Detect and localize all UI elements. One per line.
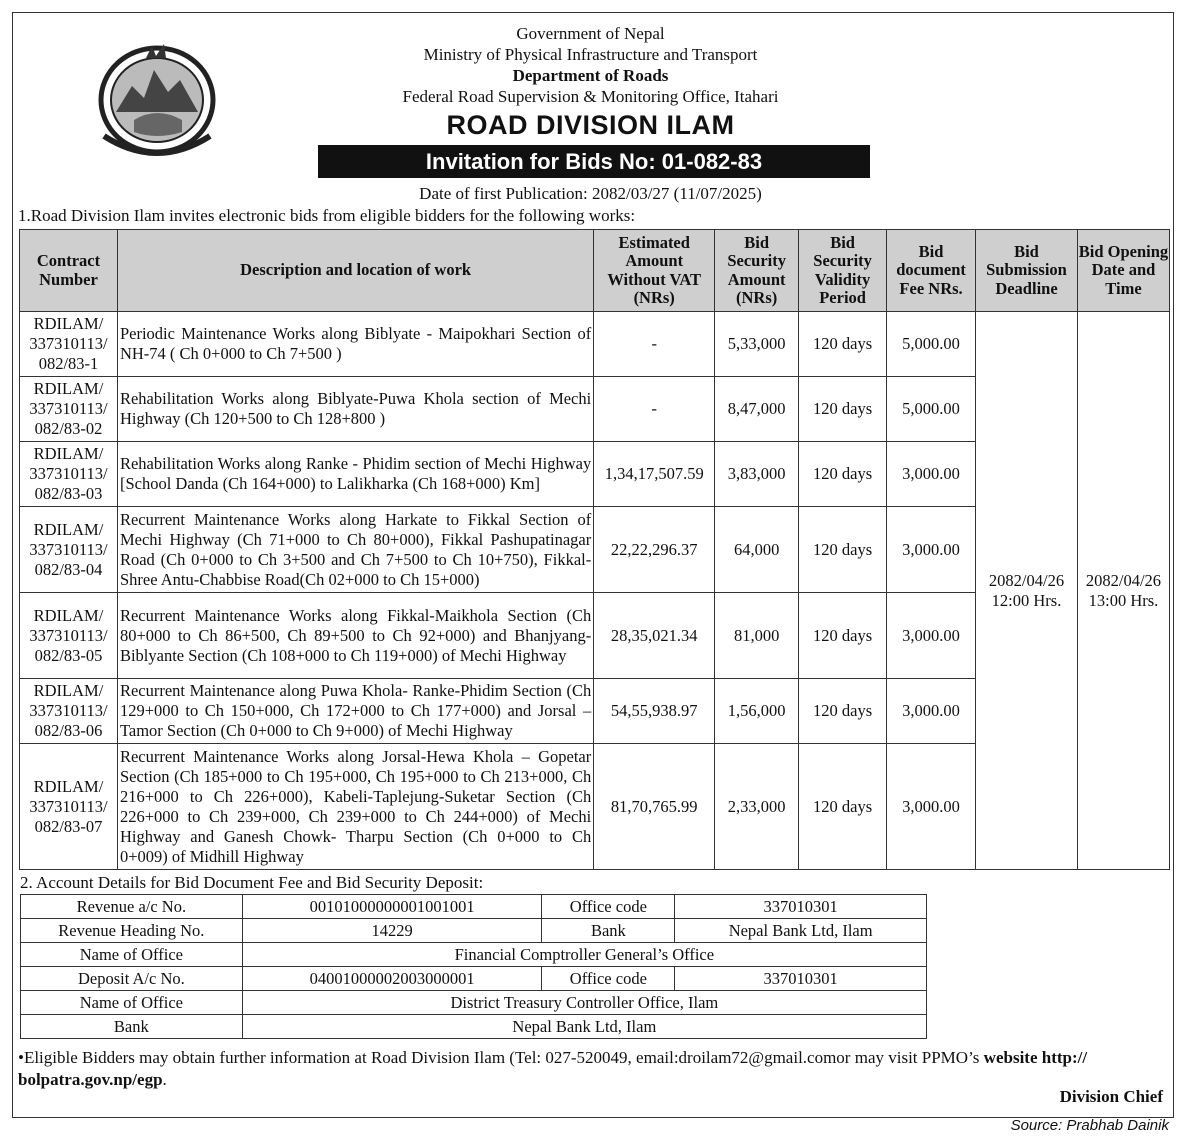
cell-estimated: 1,34,17,507.59 (594, 442, 715, 507)
cell-estimated: 22,22,296.37 (594, 507, 715, 593)
table-header-row (20, 230, 1170, 312)
bidder-note (18, 1047, 1168, 1091)
intro-text: 1.Road Division Ilam invites electronic bids from eligible bidders for the following works: (18, 206, 636, 225)
cell-estimated: - (594, 312, 715, 377)
header-estimated: Estimated Amount Without VAT (NRs) (594, 230, 715, 312)
cell-fee: 3,000.00 (887, 744, 976, 870)
label-name-office: Name of Office (21, 943, 243, 967)
cell-estimated: 28,35,021.34 (594, 593, 715, 679)
cell-validity: 120 days (799, 679, 887, 744)
label-office-code: Office code (542, 895, 675, 919)
label-bank-2: Bank (21, 1015, 243, 1039)
cell-estimated: 54,55,938.97 (594, 679, 715, 744)
cell-fee: 3,000.00 (887, 507, 976, 593)
header-description: Description and location of work (117, 230, 593, 312)
cell-description: Periodic Maintenance Works along Biblyate - Maipokhari Section of NH-74 ( Ch 0+000 to Ch 7+500 ) (117, 312, 593, 377)
cell-validity: 120 days (799, 312, 887, 377)
header-submission: Bid Submission Deadline (976, 230, 1078, 312)
value-name-office-2: District Treasury Controller Office, Ilam (242, 991, 926, 1015)
cell-description: Recurrent Maintenance Works along Harkate to Fikkal Section of Mechi Highway (Ch 71+000 to Ch 80+000), Fikkal Pashupatinagar Road (Ch 0+000 to Ch 3+500 and Ch 7+500 to Ch 10+750), Fikkal-Shree Antu-Chabbise Road(Ch 02+000 to Ch 15+000) (117, 507, 593, 593)
value-revenue-heading: 14229 (242, 919, 542, 943)
cell-contract: RDILAM/ 337310113/ 082/83-04 (20, 507, 118, 593)
source-credit: Source: Prabhab Dainik (1010, 1117, 1169, 1134)
cell-fee: 3,000.00 (887, 442, 976, 507)
header-government: Government of Nepal (516, 24, 665, 43)
value-office-code: 337010301 (675, 895, 927, 919)
header-security-validity: Bid Security Validity Period (799, 230, 887, 312)
cell-security: 81,000 (715, 593, 799, 679)
cell-fee: 3,000.00 (887, 593, 976, 679)
account-details-title: 2. Account Details for Bid Document Fee and Bid Security Deposit: (20, 873, 484, 892)
value-bank-2: Nepal Bank Ltd, Ilam (242, 1015, 926, 1039)
header-ministry: Ministry of Physical Infrastructure and Transport (423, 45, 758, 64)
label-office-code-2: Office code (542, 967, 675, 991)
table-row (20, 312, 1170, 377)
cell-security: 1,56,000 (715, 679, 799, 744)
table-row (21, 943, 927, 967)
table-row (21, 895, 927, 919)
value-revenue: 00101000000001001001 (242, 895, 542, 919)
cell-fee: 3,000.00 (887, 679, 976, 744)
cell-security: 64,000 (715, 507, 799, 593)
cell-description: Recurrent Maintenance along Puwa Khola- Ranke-Phidim Section (Ch 129+000 to Ch 150+000, Ch 172+000 to Ch 177+000) and Jorsal –Tamor Section (Ch 0+000 to Ch 9+000) of Mechi Highway (117, 679, 593, 744)
table-row (21, 1015, 927, 1039)
header-doc-fee: Bid document Fee NRs. (887, 230, 976, 312)
cell-description: Rehabilitation Works along Biblyate-Puwa Khola section of Mechi Highway (Ch 120+500 to Ch 128+800 ) (117, 377, 593, 442)
cell-estimated: - (594, 377, 715, 442)
table-row (21, 991, 927, 1015)
cell-submission-deadline: 2082/04/26 12:00 Hrs. (976, 312, 1078, 870)
note-website: website http:// bolpatra.gov.np/egp (18, 1048, 1088, 1089)
header-security-amount: Bid Security Amount (NRs) (715, 230, 799, 312)
publication-date: Date of first Publication: 2082/03/27 (11/07/2025) (419, 184, 762, 203)
cell-contract: RDILAM/ 337310113/ 082/83-07 (20, 744, 118, 870)
cell-opening-date: 2082/04/26 13:00 Hrs. (1077, 312, 1169, 870)
cell-validity: 120 days (799, 593, 887, 679)
cell-security: 2,33,000 (715, 744, 799, 870)
cell-validity: 120 days (799, 377, 887, 442)
label-revenue-heading: Revenue Heading No. (21, 919, 243, 943)
account-details-table (20, 894, 927, 1039)
cell-validity: 120 days (799, 507, 887, 593)
division-title: ROAD DIVISION ILAM (446, 110, 735, 140)
cell-estimated: 81,70,765.99 (594, 744, 715, 870)
value-bank: Nepal Bank Ltd, Ilam (675, 919, 927, 943)
cell-security: 8,47,000 (715, 377, 799, 442)
signature: Division Chief (1059, 1087, 1163, 1106)
label-bank: Bank (542, 919, 675, 943)
cell-contract: RDILAM/ 337310113/ 082/83-06 (20, 679, 118, 744)
note-text: •Eligible Bidders may obtain further information at Road Division Ilam (Tel: 027-520049, email:droilam72@gmail.comor may visit PPMO’s (18, 1048, 984, 1067)
bids-table (19, 229, 1170, 870)
cell-security: 5,33,000 (715, 312, 799, 377)
cell-fee: 5,000.00 (887, 312, 976, 377)
value-name-office: Financial Comptroller General’s Office (242, 943, 926, 967)
cell-description: Rehabilitation Works along Ranke - Phidim section of Mechi Highway [School Danda (Ch 164+000) to Lalikharka (Ch 168+000) Km] (117, 442, 593, 507)
cell-validity: 120 days (799, 744, 887, 870)
cell-validity: 120 days (799, 442, 887, 507)
value-deposit: 04001000002003000001 (242, 967, 542, 991)
ifb-banner: Invitation for Bids No: 01-082-83 (318, 145, 870, 178)
header-contract: Contract Number (20, 230, 118, 312)
value-office-code-2: 337010301 (675, 967, 927, 991)
cell-description: Recurrent Maintenance Works along Fikkal-Maikhola Section (Ch 80+000 to Ch 86+500, Ch 89+500 to Ch 92+000) and Bhanjyang-Biblyante Section (Ch 108+000 to Ch 119+000) of Mechi Highway (117, 593, 593, 679)
label-deposit: Deposit A/c No. (21, 967, 243, 991)
header-office: Federal Road Supervision & Monitoring Office, Itahari (402, 87, 779, 106)
cell-contract: RDILAM/ 337310113/ 082/83-03 (20, 442, 118, 507)
note-end: . (162, 1070, 167, 1089)
cell-description: Recurrent Maintenance Works along Jorsal-Hewa Khola – Gopetar Section (Ch 185+000 to Ch 195+000, Ch 195+000 to Ch 213+000, Ch 216+000 to Ch 226+000), Kabeli-Taplejung-Suketar Section (Ch 226+000 to Ch 239+000, Ch 239+000 to Ch 244+000) of Mechi Highway and Ganesh Chowk- Tharpu Section (Ch 0+000 to Ch 0+009) of Midhill Highway (117, 744, 593, 870)
cell-contract: RDILAM/ 337310113/ 082/83-02 (20, 377, 118, 442)
table-row (21, 967, 927, 991)
header-department: Department of Roads (512, 66, 669, 85)
label-revenue: Revenue a/c No. (21, 895, 243, 919)
cell-fee: 5,000.00 (887, 377, 976, 442)
cell-security: 3,83,000 (715, 442, 799, 507)
cell-contract: RDILAM/ 337310113/ 082/83-1 (20, 312, 118, 377)
header-opening: Bid Opening Date and Time (1077, 230, 1169, 312)
cell-contract: RDILAM/ 337310113/ 082/83-05 (20, 593, 118, 679)
table-row (21, 919, 927, 943)
label-name-office-2: Name of Office (21, 991, 243, 1015)
